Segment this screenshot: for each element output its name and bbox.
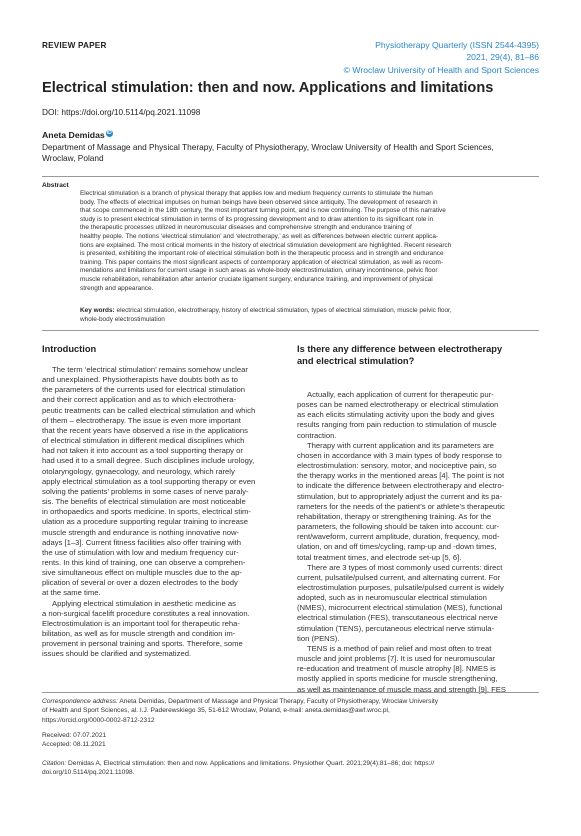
article-type-label: REVIEW PAPER [42,41,107,50]
body-line: and unexplained. Physiotherapists have doubts both as to [42,375,238,385]
abstract-line: tions are explained. The most critical moments in the history of electrical stimulation development are highlighted. Recent research [80,241,452,249]
section-heading-introduction: Introduction [42,344,97,354]
introduction-body [42,365,278,660]
body-line: at the same time. [42,588,101,598]
abstract-line: strength and appearance. [80,284,154,292]
section-heading-difference [297,344,539,367]
body-line: as well as maintenance of muscle mass and strength [9]. FES [297,684,506,694]
citation-label: Citation: [42,760,67,767]
body-line: as each elicits stimulating activity upon the body and gives [297,410,495,420]
heading-line: Is there any difference between electrotherapy [297,344,503,354]
article-title: Electrical stimulation: then and now. Applications and limitations [42,80,494,96]
abstract-line: Electrical stimulation is a branch of physical therapy that applies low and medium frequency currents to stimulate the human [80,190,433,197]
body-line: chosen in accordance with 3 main types of body response to [297,450,502,460]
body-line: plication of several or over a dozen electrodes to the body [42,578,238,588]
difference-body [297,390,539,695]
abstract-line: is presented, exhibiting the important role of electrical stimulation both in the therapeutic process and in strength and endurance [80,250,444,258]
keywords-text: electrical stimulation, electrotherapy, history of electrical stimulation, types of electrical stimulation, muscle pelvic floor, [114,307,452,314]
abstract-line: study is to present electrical stimulation in terms of its progressing development and to draw attention to its significant role in [80,215,434,223]
abstract-label: Abstract [42,182,69,189]
body-line: Applying electrical stimulation in aesthetic medicine as [52,598,236,608]
body-line: ulation, on and off times/cycling, ramp-up and -down times, [297,542,497,552]
divider [42,330,539,331]
body-line: mostly applied in sports medicine for muscle strengthening, [297,674,498,684]
journal-name-link[interactable]: Physiotherapy Quarterly (ISSN 2544-4395) [375,40,539,50]
body-line: Actually, each application of current for therapeutic pur- [307,390,494,399]
divider [42,176,539,177]
body-line: issues should be clarified and systematized. [42,649,192,659]
body-line: had used it to a small degree. Such disciplines include urology, [42,456,255,466]
body-line: rent/waveform, current amplitude, duration, frequency, mod- [297,532,500,542]
keywords [80,307,539,324]
body-line: tion (PENS). [297,633,340,643]
body-line: electrical stimulation (FES), transcutaneous electrical nerve [297,613,498,623]
body-line: adopted, such as in neuromuscular electrical stimulation [297,593,487,603]
keywords-text: whole-body electrostimulation [80,315,165,323]
body-line: current, pulsatile/pulsed current, and alternating current. For [297,572,501,582]
body-line: the therapy works in the mentioned areas [4]. The point is not [297,471,505,481]
body-line: muscle and joint problems [7]. It is used for neuromuscular [297,654,495,664]
affiliation-line: Wroclaw, Poland [42,153,104,164]
body-line: in orthopaedics and sports medicine. In sports, electrical stim- [42,507,251,517]
body-line: otolaryngology, gynaecology, and neurology, which rarely [42,466,235,476]
body-line: sive simultaneous effect on multiple muscles due to the ap- [42,568,242,578]
citation-text: doi.org/10.5114/pq.2021.11098. [42,769,135,777]
journal-volume: 2021, 29(4), 81–86 [466,52,539,63]
body-line: a non-surgical facelift procedure constitutes a real innovation. [42,608,250,618]
body-line: of electrical stimulation in different medical disciplines which [42,436,245,446]
author-name-text: Aneta Demidas [42,130,105,140]
abstract-line: the therapeutic processes utilized in neuromuscular diseases and comprehensive strength and endurance training of [80,224,412,232]
body-line: Therapy with current application and its parameters are [307,440,494,450]
article-doi[interactable]: DOI: https://doi.org/10.5114/pq.2021.11098 [42,107,201,117]
divider [42,692,539,693]
correspondence [42,697,539,725]
body-line: poses can be named electrotherapy or electrical stimulation [297,400,499,410]
author-affiliation [42,142,542,165]
heading-line: and electrical stimulation? [297,355,415,366]
journal-info [344,39,539,76]
citation-text: Demidas A, Electrical stimulation: then and now. Applications and limitations. Physiother Quart. 2021;29(4):81–86; doi: https:// [66,760,435,767]
body-line: to indicate the difference between electrotherapy and electro- [297,481,505,491]
correspondence-text: Aneta Demidas, Department of Massage and Physical Therapy, Faculty of Physiotherapy, Wroclaw University [117,698,439,705]
affiliation-line: Department of Massage and Physical Therapy, Faculty of Physiotherapy, Wroclaw University of Health and Sport Sciences, [42,142,494,152]
body-line: contraction. [297,430,337,440]
body-line: rameters for the needs of the patient’s or athlete’s therapeutic [297,501,505,511]
body-line: solving the patients’ problems in some cases of nerve paraly- [42,486,249,496]
accepted-date: Accepted: 08.11.2021 [42,741,106,749]
body-line: of them – electrotherapy. The issue is even more important [42,415,241,425]
body-line: sis. The benefits of electrical stimulation are most noticeable [42,497,246,507]
body-line: parameters, the following should be taken into account: cur- [297,522,500,532]
received-date: Received: 07.07.2021 [42,732,107,739]
abstract-line: body. The effects of electrical impulses on human beings have been observed since antiquity. The development of research in [80,198,438,206]
body-line: apply electrical stimulation as a tool supporting therapy or even [42,476,256,486]
body-line: had not taken it into account as a tool supporting therapy or [42,446,243,456]
orcid-link[interactable]: https://orcid.org/0000-0002-8712-2312 [42,716,155,724]
citation [42,759,539,778]
body-line: electrostimulation purposes, pulsatile/pulsed current is widely [297,582,504,592]
abstract-line: healthy people. The notions ‘electrical stimulation’ and ‘electrotherapy,’ as well as differences between electric current applica- [80,232,439,240]
body-line: that the recent years have observed a rise in the applications [42,425,248,435]
author-name [42,130,113,140]
body-line: rents. In this kind of training, one can observe a comprehen- [42,557,246,567]
body-line: There are 3 types of most commonly used currents: direct [307,562,503,572]
abstract-line: muscle rehabilitation, rehabilitation after anterior cruciate ligament surgery, endurance training, and improvement of physical [80,275,433,283]
body-line: Electrostimulation is an important tool for therapeutic reha- [42,618,240,628]
body-line: peutic treatments can be called electrical stimulation and which [42,405,256,415]
body-line: provement in personal training and sports. Therefore, some [42,639,243,649]
keywords-label: Key words: [80,307,115,314]
body-line: ulation as a procedure supporting regular training to increase [42,517,248,527]
body-line: TENS is a method of pain relief and most often to treat [307,643,492,653]
dates [42,731,539,750]
correspondence-text: of Health and Sport Sciences, al. I.J. Paderewskiego 35, 51-612 Wroclaw, Poland, e-mail: aneta.demidas@awf.wroc.pl, [42,707,390,715]
abstract-text [80,190,539,293]
abstract-line: that scope commenced in the 18th century, the most important turning point, and is now continuing. The purpose of this narrative [80,207,446,215]
abstract-line: mendations and limitations for current usage in such areas as whole-body electrostimulation, urinary incontinence, pelvic floor [80,267,438,275]
body-line: bilitation, as well as for muscle strength and condition im- [42,629,236,639]
body-line: results ranging from pain reduction to stimulation of muscle [297,420,497,430]
correspondence-label: Correspondence address: [42,698,118,705]
abstract-line: training. This paper contains the most significant aspects of contemporary application of electrical stimulation, as well as recom- [80,258,444,266]
body-line: adays [1–3]. Current fitness facilities also offer training with [42,537,242,547]
body-line: electrostimulation: sensory, motor, and nociceptive pain, so [297,461,497,471]
body-line: the parameters of the currents used for electrical stimulation [42,385,245,395]
body-line: stimulation, but to appropriately adjust the current and its pa- [297,491,503,501]
body-line: re-education and treatment of muscle atrophy [8]. NMES is [297,664,496,674]
body-line: The term ‘electrical stimulation’ remains somehow unclear [52,365,248,374]
body-line: and their correct application and as to which electrothera- [42,395,237,405]
body-line: stimulation (TENS), percutaneous electrical nerve stimula- [297,623,495,633]
journal-copyright: © Wroclaw University of Health and Sport Sciences [343,64,539,75]
body-line: muscle strength and endurance is nothing innovative now- [42,527,240,537]
body-line: total treatment times, and electrode set-up [5, 6]. [297,552,462,562]
body-line: (NMES), microcurrent electrical stimulation (MES), functional [297,603,503,613]
orcid-icon[interactable]: iD [106,130,112,136]
body-line: the use of stimulation with low and medium frequency cur- [42,547,239,557]
body-line: rehabilitation, therapy or strengthening training. As for the [297,511,492,521]
